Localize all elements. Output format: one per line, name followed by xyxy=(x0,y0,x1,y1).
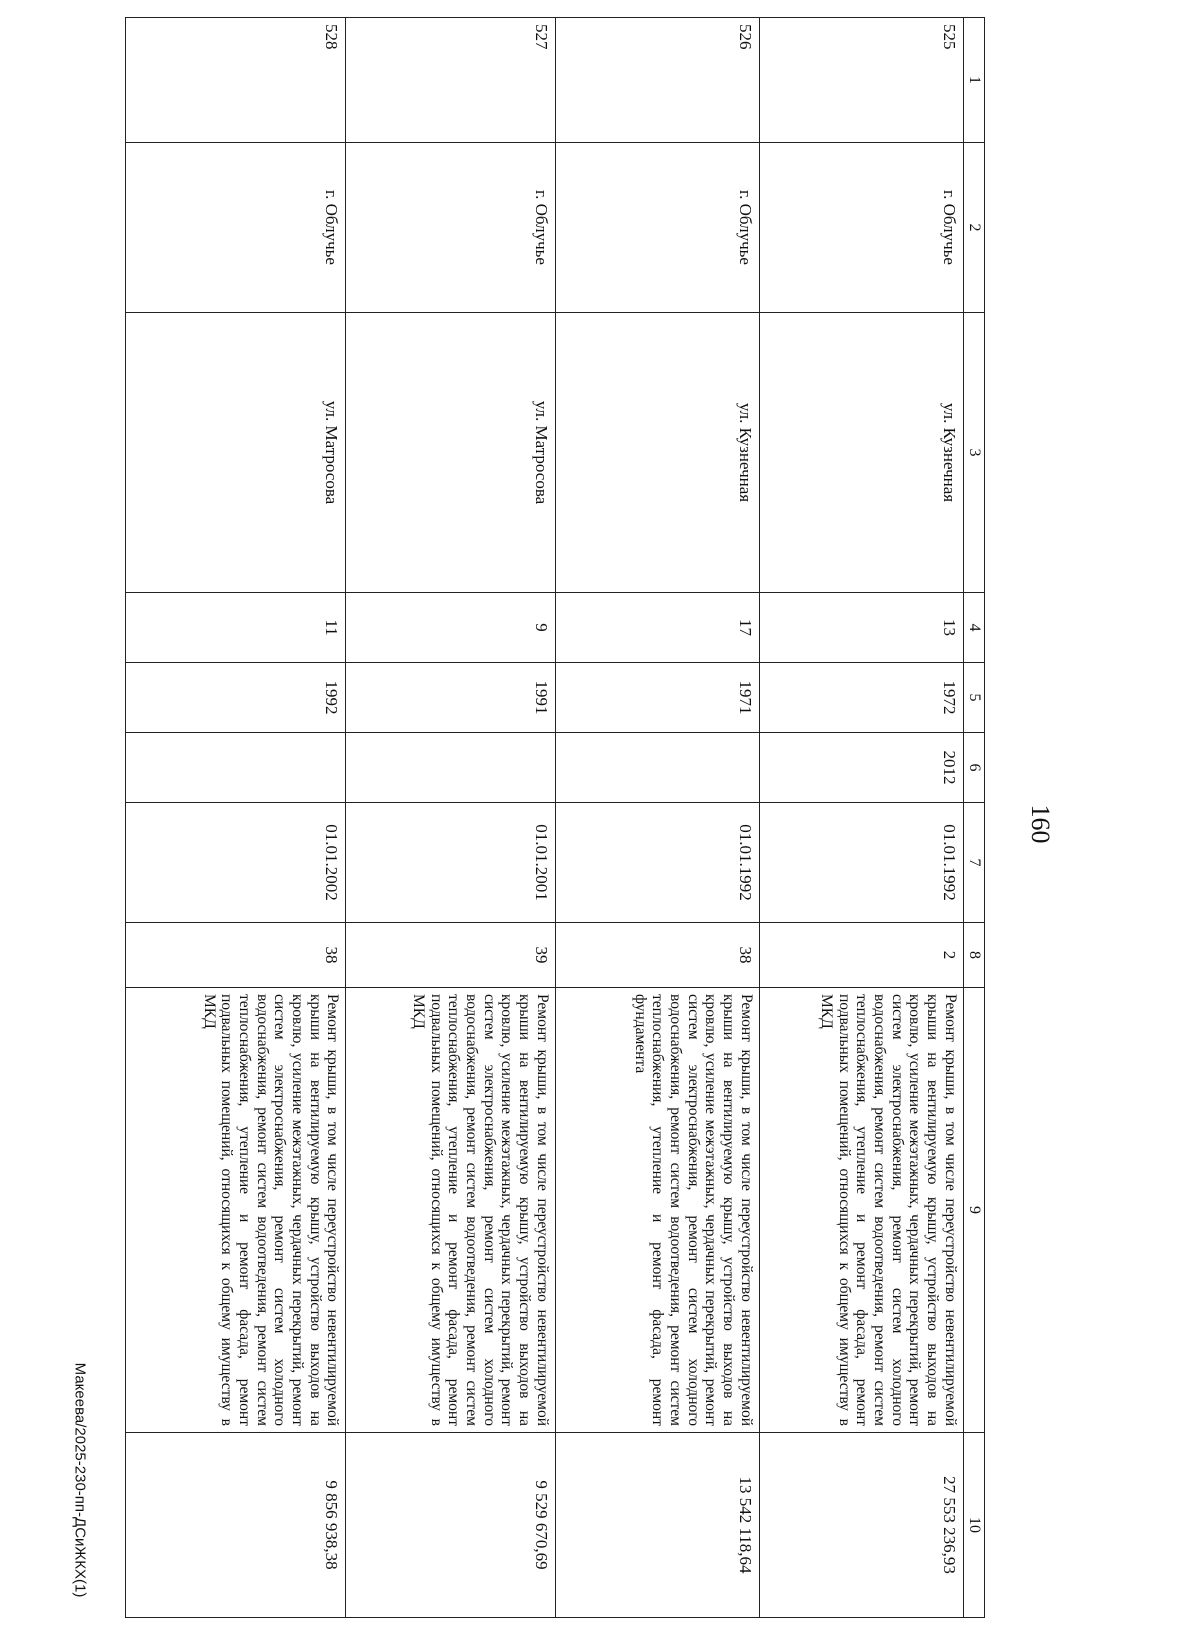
year-built-cell: 1992 xyxy=(126,663,346,733)
cost-cell: 27 553 236,93 xyxy=(759,1433,963,1618)
row-number: 528 xyxy=(126,18,346,143)
street-cell: ул. Матросова xyxy=(346,313,555,593)
document-code: Макеева/2025-230-пп-ДСиЖКХ(1) xyxy=(71,1362,89,1598)
city-cell: г. Облучье xyxy=(346,143,555,313)
header-cell: 9 xyxy=(963,988,984,1433)
city-cell: г. Облучье xyxy=(126,143,346,313)
date-cell: 01.01.1992 xyxy=(759,803,963,923)
row-number: 527 xyxy=(346,18,555,143)
street-cell: ул. Матросова xyxy=(126,313,346,593)
header-cell: 1 xyxy=(963,18,984,143)
house-number-cell: 13 xyxy=(759,593,963,663)
cost-cell: 9 529 670,69 xyxy=(346,1433,555,1618)
table-row xyxy=(126,18,346,1618)
works-cell: Ремонт крыши, в том числе переустройство невентилируемой крыши на вентилируемую крышу, устройство выходов на кровлю, усиление межэтажных, чердачных перекрытий, ремонт систем электроснабжения, ремонт систем холодного водоснабжения, ремонт систем водоотведения, ремонт систем теплоснабжения, утепление и ремонт фасада, ремонт фундамента xyxy=(555,988,759,1433)
year-repair-cell xyxy=(126,733,346,803)
count-cell: 38 xyxy=(126,923,346,988)
header-cell: 5 xyxy=(963,663,984,733)
row-number: 525 xyxy=(759,18,963,143)
date-cell: 01.01.2001 xyxy=(346,803,555,923)
house-number-cell: 17 xyxy=(555,593,759,663)
year-built-cell: 1971 xyxy=(555,663,759,733)
city-cell: г. Облучье xyxy=(759,143,963,313)
header-cell: 8 xyxy=(963,923,984,988)
header-cell: 4 xyxy=(963,593,984,663)
year-repair-cell: 2012 xyxy=(759,733,963,803)
count-cell: 2 xyxy=(759,923,963,988)
date-cell: 01.01.2002 xyxy=(126,803,346,923)
house-number-cell: 9 xyxy=(346,593,555,663)
count-cell: 38 xyxy=(555,923,759,988)
year-repair-cell xyxy=(346,733,555,803)
cost-cell: 13 542 118,64 xyxy=(555,1433,759,1618)
houses-table xyxy=(125,17,985,1618)
header-cell: 10 xyxy=(963,1433,984,1618)
street-cell: ул. Кузнечная xyxy=(759,313,963,593)
works-cell: Ремонт крыши, в том числе переустройство невентилируемой крыши на вентилируемую крышу, устройство выходов на кровлю, усиление межэтажных, чердачных перекрытий, ремонт систем электроснабжения, ремонт систем холодного водоснабжения, ремонт систем водоотведения, ремонт систем теплоснабжения, утепление и ремонт фасада, ремонт подвальных помещений, относящихся к общему имуществу в МКД xyxy=(346,988,555,1433)
header-cell: 6 xyxy=(963,733,984,803)
year-built-cell: 1972 xyxy=(759,663,963,733)
table-row xyxy=(759,18,963,1618)
houses-table-container xyxy=(125,17,985,1607)
row-number: 526 xyxy=(555,18,759,143)
house-number-cell: 11 xyxy=(126,593,346,663)
table-row xyxy=(555,18,759,1618)
header-cell: 3 xyxy=(963,313,984,593)
header-cell: 2 xyxy=(963,143,984,313)
year-repair-cell xyxy=(555,733,759,803)
count-cell: 39 xyxy=(346,923,555,988)
cost-cell: 9 856 938,38 xyxy=(126,1433,346,1618)
table-header-row xyxy=(963,18,984,1618)
year-built-cell: 1991 xyxy=(346,663,555,733)
city-cell: г. Облучье xyxy=(555,143,759,313)
date-cell: 01.01.1992 xyxy=(555,803,759,923)
table-row xyxy=(346,18,555,1618)
works-cell: Ремонт крыши, в том числе переустройство невентилируемой крыши на вентилируемую крышу, устройство выходов на кровлю, усиление межэтажных, чердачных перекрытий, ремонт систем электроснабжения, ремонт систем холодного водоснабжения, ремонт систем водоотведения, ремонт систем теплоснабжения, утепление и ремонт фасада, ремонт подвальных помещений, относящихся к общему имуществу в МКД xyxy=(126,988,346,1433)
header-cell: 7 xyxy=(963,803,984,923)
page-number: 160 xyxy=(1026,804,1055,844)
works-cell: Ремонт крыши, в том числе переустройство невентилируемой крыши на вентилируемую крышу, устройство выходов на кровлю, усиление межэтажных, чердачных перекрытий, ремонт систем электроснабжения, ремонт систем холодного водоснабжения, ремонт систем водоотведения, ремонт систем теплоснабжения, утепление и ремонт фасада, ремонт подвальных помещений, относящихся к общему имуществу в МКД xyxy=(759,988,963,1433)
street-cell: ул. Кузнечная xyxy=(555,313,759,593)
